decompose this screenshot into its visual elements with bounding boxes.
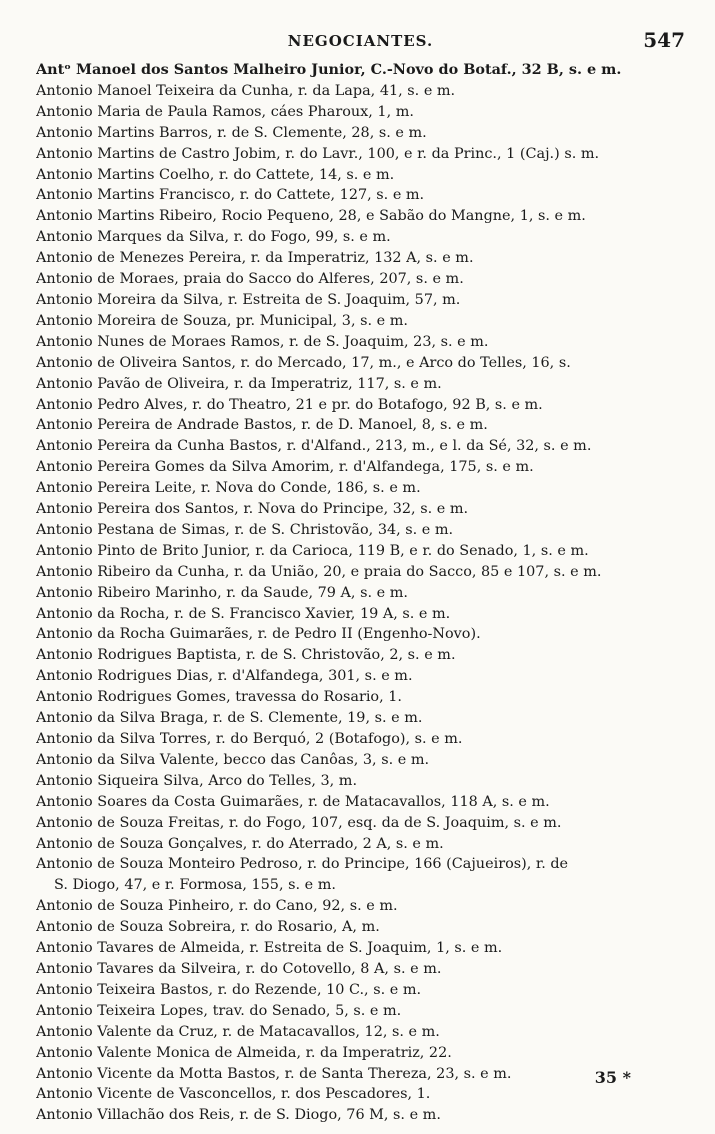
running-title: NEGOCIANTES. [287, 32, 434, 50]
list-item: Antonio de Souza Gonçalves, r. do Aterrado, 2 A, s. e m. [36, 835, 444, 852]
list-item: Antonio Moreira da Silva, r. Estreita de S. Joaquim, 57, m. [36, 291, 461, 308]
page-number: 547 [643, 28, 685, 52]
list-item: Antonio Maria de Paula Ramos, cáes Pharoux, 1, m. [36, 103, 414, 120]
list-item: Antonio de Souza Sobreira, r. do Rosario, A, m. [36, 919, 380, 936]
list-item: Antonio Moreira de Souza, pr. Municipal, 3, s. e m. [36, 312, 408, 329]
list-item: Antonio Manoel Teixeira da Cunha, r. da Lapa, 41, s. e m. [36, 82, 456, 99]
list-item: Antonio de Souza Pinheiro, r. do Cano, 92, s. e m. [36, 898, 398, 915]
merchant-list [36, 60, 685, 1126]
list-item: Antonio Pinto de Brito Junior, r. da Carioca, 119 B, e r. do Senado, 1, s. e m. [36, 542, 589, 559]
signature-mark: 35 * [594, 1068, 631, 1087]
list-item: Antonio Pedro Alves, r. do Theatro, 21 e pr. do Botafogo, 92 B, s. e m. [36, 396, 543, 413]
list-item: Antonio Teixeira Lopes, trav. do Senado, 5, s. e m. [36, 1002, 402, 1019]
list-item: Antonio Rodrigues Gomes, travessa do Rosario, 1. [36, 689, 402, 706]
list-item: Antonio Siqueira Silva, Arco do Telles, 3, m. [36, 772, 358, 789]
list-item: Antᵒ Manoel dos Santos Malheiro Junior, C.-Novo do Botaf., 32 B, s. e m. [36, 61, 622, 78]
list-item: Antonio Teixeira Bastos, r. do Rezende, 10 C., s. e m. [36, 981, 422, 998]
list-item: Antonio da Rocha Guimarães, r. de Pedro II (Engenho-Novo). [36, 626, 481, 643]
list-item: Antonio Tavares de Almeida, r. Estreita de S. Joaquim, 1, s. e m. [36, 940, 503, 957]
list-item: Antonio Valente da Cruz, r. de Matacavallos, 12, s. e m. [36, 1023, 440, 1040]
list-item: Antonio Villachão dos Reis, r. de S. Diogo, 76 M, s. e m. [36, 1107, 441, 1124]
list-item: Antonio Pavão de Oliveira, r. da Imperatriz, 117, s. e m. [36, 375, 442, 392]
list-item: Antonio Valente Monica de Almeida, r. da Imperatriz, 22. [36, 1044, 452, 1061]
list-item: Antonio de Oliveira Santos, r. do Mercado, 17, m., e Arco do Telles, 16, s. [36, 354, 571, 371]
list-item: Antonio Pereira de Andrade Bastos, r. de D. Manoel, 8, s. e m. [36, 417, 488, 434]
list-item: Antonio Pereira Gomes da Silva Amorim, r. d'Alfandega, 175, s. e m. [36, 459, 534, 476]
list-item: Antonio Martins Francisco, r. do Cattete, 127, s. e m. [36, 187, 425, 204]
list-item: Antonio Martins Ribeiro, Rocio Pequeno, 28, e Sabão do Mangne, 1, s. e m. [36, 208, 586, 225]
list-item: Antonio Marques da Silva, r. do Fogo, 99, s. e m. [36, 229, 391, 246]
list-item: Antonio de Menezes Pereira, r. da Imperatriz, 132 A, s. e m. [36, 250, 474, 267]
list-item: Antonio da Silva Torres, r. do Berquó, 2 (Botafogo), s. e m. [36, 731, 463, 747]
list-item-continuation: S. Diogo, 47, e r. Formosa, 155, s. e m. [54, 877, 336, 894]
list-item: Antonio Pereira da Cunha Bastos, r. d'Alfand., 213, m., e l. da Sé, 32, s. e m. [36, 438, 592, 455]
list-item: Antonio Ribeiro da Cunha, r. da União, 20, e praia do Sacco, 85 e 107, s. e m. [36, 563, 602, 580]
list-item: Antonio de Souza Monteiro Pedroso, r. do Principe, 166 (Cajueiros), r. de [36, 856, 569, 873]
list-item: Antonio de Moraes, praia do Sacco do Alferes, 207, s. e m. [36, 271, 464, 288]
list-item: Antonio Ribeiro Marinho, r. da Saude, 79 A, s. e m. [36, 584, 408, 601]
list-item: Antonio Pestana de Simas, r. de S. Christovão, 34, s. e m. [36, 521, 454, 538]
list-item: Antonio Rodrigues Baptista, r. de S. Christovão, 2, s. e m. [36, 647, 456, 664]
list-item: Antonio Rodrigues Dias, r. d'Alfandega, 301, s. e m. [36, 668, 413, 685]
list-item: Antonio da Silva Valente, becco das Canôas, 3, s. e m. [36, 751, 430, 768]
list-item: Antonio Martins de Castro Jobim, r. do Lavr., 100, e r. da Princ., 1 (Caj.) s. m. [36, 145, 600, 162]
list-item: Antonio Vicente de Vasconcellos, r. dos Pescadores, 1. [36, 1086, 431, 1103]
list-item: Antonio Martins Barros, r. de S. Clemente, 28, s. e m. [36, 124, 427, 141]
list-item: Antonio Pereira dos Santos, r. Nova do Principe, 32, s. e m. [36, 501, 469, 518]
list-item: Antonio de Souza Freitas, r. do Fogo, 107, esq. da de S. Joaquim, s. e m. [36, 814, 562, 831]
list-item: Antonio Pereira Leite, r. Nova do Conde, 186, s. e m. [36, 480, 421, 497]
list-item: Antonio Martins Coelho, r. do Cattete, 14, s. e m. [36, 166, 395, 183]
list-item: Antonio Nunes de Moraes Ramos, r. de S. Joaquim, 23, s. e m. [36, 333, 489, 350]
list-item: Antonio Tavares da Silveira, r. do Cotovello, 8 A, s. e m. [36, 960, 442, 977]
page-header [36, 30, 685, 60]
list-item: Antonio Soares da Costa Guimarães, r. de Matacavallos, 118 A, s. e m. [36, 793, 550, 810]
list-item: Antonio da Silva Braga, r. de S. Clemente, 19, s. e m. [36, 710, 423, 727]
list-item: Antonio da Rocha, r. de S. Francisco Xavier, 19 A, s. e m. [36, 605, 451, 622]
list-item: Antonio Vicente da Motta Bastos, r. de Santa Thereza, 23, s. e m. [36, 1065, 512, 1082]
